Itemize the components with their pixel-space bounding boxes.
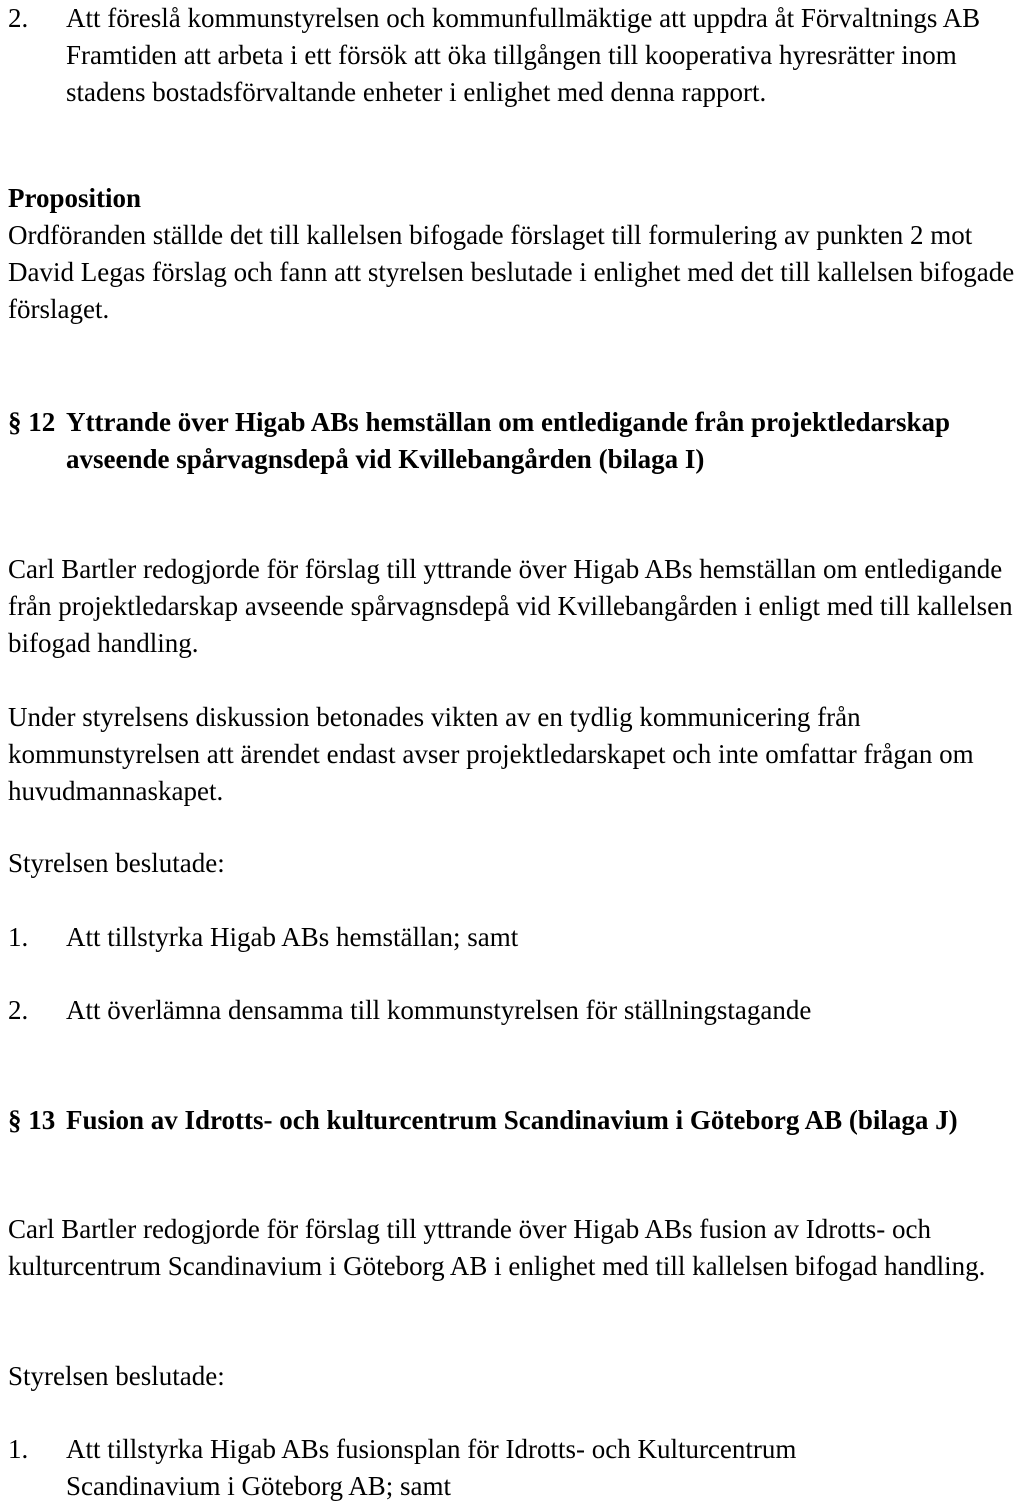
list-item-number: 1. bbox=[8, 922, 29, 952]
list-item-text: Att tillstyrka Higab ABs fusionsplan för Idrotts- och Kulturcentrum Scandinavium i Göteborg AB; samt bbox=[66, 1434, 797, 1501]
section-13-item-1 bbox=[0, 1431, 1024, 1505]
section-12-item-1 bbox=[0, 919, 1024, 956]
proposition-text: Ordföranden ställde det till kallelsen bifogade förslaget till formulering av punkten 2 mot David Legas förslag och fann att styrelsen beslutade i enlighet med det till kallelsen bifogade förslaget. bbox=[8, 220, 1015, 324]
section-number: § 12 bbox=[8, 407, 56, 437]
section-title: Yttrande över Higab ABs hemställan om entledigande från projektledarskap avseende spårvagnsdepå vid Kvillebangården (bilaga I) bbox=[66, 407, 951, 474]
proposition-heading: Proposition bbox=[8, 183, 142, 213]
list-item-text: Att föreslå kommunstyrelsen och kommunfullmäktige att uppdra åt Förvaltnings AB Framtiden att arbeta i ett försök att öka tillgången till kooperativa hyresrätter inom stadens bostadsförvaltande enheter i enlighet med denna rapport. bbox=[66, 3, 981, 107]
section-number: § 13 bbox=[8, 1105, 56, 1135]
section-12-paragraph-2: Under styrelsens diskussion betonades vikten av en tydlig kommunicering från kommunstyrelsen att ärendet endast avser projektledarskapet och inte omfattar frågan om huvudmannaskapet. bbox=[8, 702, 974, 806]
section-12-heading bbox=[0, 404, 1024, 519]
section-13-paragraph-1: Carl Bartler redogjorde för förslag till yttrande över Higab ABs fusion av Idrotts- och kulturcentrum Scandinavium i Göteborg AB i enlighet med till kallelsen bifogad handling. bbox=[8, 1214, 986, 1281]
section-12-paragraph-1: Carl Bartler redogjorde för förslag till yttrande över Higab ABs hemställan om entledigande från projektledarskap avseende spårvagnsdepå vid Kvillebangården i enligt med till kallelsen bifogad handling. bbox=[8, 554, 1013, 658]
section-title: Fusion av Idrotts- och kulturcentrum Scandinavium i Göteborg AB (bilaga J) bbox=[66, 1105, 958, 1135]
list-item-number: 2. bbox=[8, 3, 29, 33]
list-item-text: Att överlämna densamma till kommunstyrelsen för ställningstagande bbox=[66, 995, 812, 1025]
section-12-decided: Styrelsen beslutade: bbox=[8, 848, 225, 878]
section-12-item-2 bbox=[0, 992, 1024, 1029]
section-13-decided: Styrelsen beslutade: bbox=[8, 1361, 225, 1391]
list-item-text: Att tillstyrka Higab ABs hemställan; samt bbox=[66, 922, 519, 952]
list-item-number: 1. bbox=[8, 1434, 29, 1464]
section-13-heading bbox=[0, 1102, 1024, 1177]
list-item-top bbox=[0, 0, 1024, 150]
list-item-number: 2. bbox=[8, 995, 29, 1025]
